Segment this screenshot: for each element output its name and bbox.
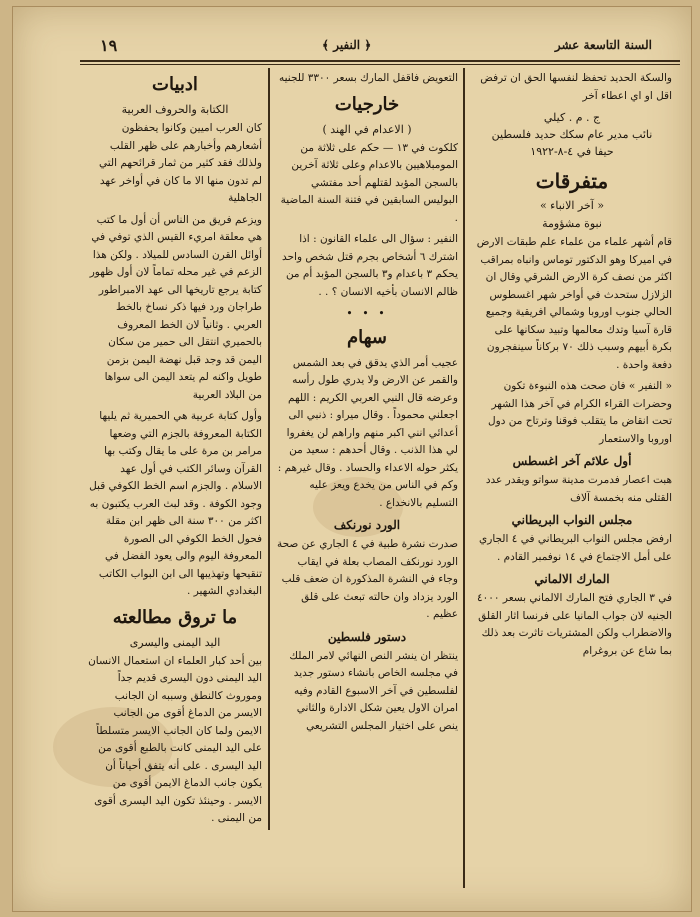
section-title: ادبيات — [152, 74, 198, 95]
article-heading: الورد نورنكف — [333, 518, 401, 532]
column-middle — [276, 70, 458, 739]
article-paragraph: « النفير » فان صحت هذه النبوءة تكون وحضرات القراء الكرام في آخر هذا الشهر تحت انقاض ما يتقلب فوقنا وترتاح من دول اوروبا والاستعمار — [488, 380, 672, 445]
year-label: السنة التاسعة عشر — [554, 38, 652, 52]
section-title: ما تروق مطالعته — [112, 606, 238, 628]
article-paragraph: كلكوت في ١٣ — حكم على ثلاثة من المومبلاهيين بالاعدام وعلى ثلاثة آخرين بالسجن المؤبد لقتلهم أحد مفتشي البوليس السابقين في فتنة السنة الماضية . — [280, 141, 458, 224]
article-heading: أول علائم آخر اغسطس — [512, 454, 632, 468]
article-heading: دستور فلسطين — [327, 629, 407, 644]
section-subtitle: « آخر الانباء » — [539, 199, 605, 212]
article-intro: والسكة الحديد تحفظ لنفسها الحق ان ترفض اقل او اي اعطاء آخر — [480, 72, 672, 102]
signature-date: حيفا في ٤-٨-١٩٢٢ — [530, 145, 614, 158]
article-paragraph: ارفض مجلس النواب البريطاني في ٤ الجاري على أمل الاجتماع في ١٤ نوفمبر القادم . — [479, 533, 672, 563]
article-heading: مجلس النواب البريطاني — [511, 513, 633, 527]
article-paragraph: كان العرب اميين وكانوا يحفظون أشعارهم وأخبارهم على ظهر القلب ولذلك فقد كثير من ثمار قرائحهم التي لم تدون منها الا ما كان في أواخر عهد الجاهلية — [98, 122, 262, 204]
column-divider — [463, 68, 465, 888]
article-paragraph: عجيب أمر الذي يدقق في بعد الشمس والقمر عن الارض ولا يدري طول رأسه وعرضه قال النبي العربي الكريم : اللهم اجعلني محموداً . وقال ميراو : ذنبي الى أعدائي انني اكبر منهم واراهم لن يغفروا لي هذا الذنب . وقال أحدهم : سعيد من يكثر حوله الاعداء والحساد . وقال غيرهم : وكم في الناس من يخدع ويعز عليه التسليم بالانخداع . — [277, 356, 458, 509]
article-paragraph: هبت اعصار فدمرت مدينة سواتو ويقدر عدد القتلى منه بخمسة آلاف — [485, 474, 672, 504]
article-paragraph: النفير : سؤال الى علماء القانون : اذا اشترك ٦ أشخاص بجرم قتل شخص واحد يحكم ٣ باعدام و٣ بالسجن المؤبد أم من ظالم الانسان بأخيه الانسان ؟ . . — [282, 233, 458, 298]
article-paragraph: قام أشهر علماء من علماء علم طبقات الارض في اميركا وهو الدكتور توماس وانباه بمراقب اكثر من نصف كرة الارض الشرقي وقال ان الزلازل ستحدث في أواخر شهر اغسطوس الحالي جنوب اوروبا وشمالي افريقية وجميع قارة آسيا وتدك معالمها وتبيد سكانها على بكرة أبيهم وسبب ذلك ٧٠ بركاناً سينفجرون دفعة واحدة . — [476, 236, 672, 371]
article-heading: نبوة مشؤومة — [542, 217, 602, 230]
article-paragraph: صدرت نشرة طبية في ٤ الجاري عن صحة الورد نورنكف المصاب بعلة في ايقاب وجاء في النشرة المذكورة ان ضعف قلب الورد يزداد وان حالته تبعث على قلق عظيم . — [276, 538, 458, 620]
article-heading: الكتابة والحروف العربية — [121, 103, 229, 116]
article-heading: ( الاعدام في الهند ) — [322, 122, 412, 136]
article-paragraph: وأول كتابة عربية هي الحميرية ثم يليها الكتابة المعروفة بالجزم التي وضعها مرامر بن مرة على ما يقال وكتب بها القرآن وسائر الكتب في أول عهد الاسلام . والجزم اسم الخط الكوفي قبل وجود الكوفة . وقد لبث العرب يكتبون به اكثر من ٣٠٠ سنة الى ظهر ابن مقلة فحول الخط الكوفي الى الصورة المعروفة اليوم والى يعود الفضل في تنقيحها وتهذيبها الى ابن البواب الكاتب البغدادي الشهير . — [89, 410, 262, 597]
article-paragraph: ويزعم فريق من الناس أن أول ما كتب هي معلقة امريء القيس الذي توفي في أوائل القرن السادس للميلاد . ولكن هذا الزعم في غير محله تماماً لان أول ظهور كتابة يرجع تاريخها الى عهد الامبراطور طراجان ورد فيها ذكر نساخ بالخط العربي . وثانياً لان الخط المعروف بالحميري انتقل الى حمير من سكان اليمن قد وجد قبل نهضة اليمن بزمن طويل واكنه لم يتعد اليمن الى سواها من البلاد العربية — [89, 213, 262, 401]
section-title: خارجيات — [334, 93, 400, 115]
article-paragraph: ينتظر ان ينشر النص النهائي لامر الملك في مجلسه الخاص بانشاء دستور جديد لفلسطين في آخر الاسبوع القادم وفيه امران الاول يعين شكل الادارة والثاني ينص على اختيار المجلس التشريعي — [289, 649, 458, 732]
signature-title: نائب مدير عام سكك حديد فلسطين — [491, 128, 653, 141]
header-rule — [80, 60, 680, 62]
article-paragraph: في ٣ الجاري فتح المارك الالماني بسعر ٤٠٠٠ الجنيه لان جواب المانيا على فرنسا اثار القلق والاضطراب ولكن المشتريات تاثرت بعد ذلك بما شاع عن بروغرام — [477, 592, 672, 657]
article-heading: المارك الالماني — [534, 572, 610, 586]
section-title: سهام — [346, 326, 387, 348]
signature-name: ج . م . كيلي — [543, 111, 601, 124]
column-left — [88, 70, 262, 832]
page-number: ١٩ — [100, 36, 118, 55]
article-paragraph: بين أحد كبار العلماء ان استعمال الانسان اليد اليمنى دون اليسرى قديم جداً وموروث كالنطق وسببه ان الجانب الايسر من الدماغ أقوى من الجانب الايمن ولما كان الجانب الايسر متسلطاً على اليد اليمنى كانت بالطبع أقوى من اليد اليسرى . على أنه يتفق أحياناً أن يكون جانب الدماغ الايمن أقوى من الايسر . وحينئذ تكون اليد اليسرى أقوى من اليمنى . — [88, 654, 262, 824]
header-rule-thin — [80, 64, 680, 65]
ornament-divider: • • • — [346, 307, 388, 320]
article-heading: اليد اليمنى واليسرى — [129, 635, 221, 649]
section-title: متفرقات — [535, 169, 609, 193]
article-intro: التعويض فاقفل المارك بسعر ٣٣٠٠ للجنيه — [279, 72, 458, 84]
column-right — [472, 70, 672, 664]
newspaper-name: ﴿ النفير ﴾ — [322, 38, 372, 52]
column-divider — [268, 68, 270, 830]
